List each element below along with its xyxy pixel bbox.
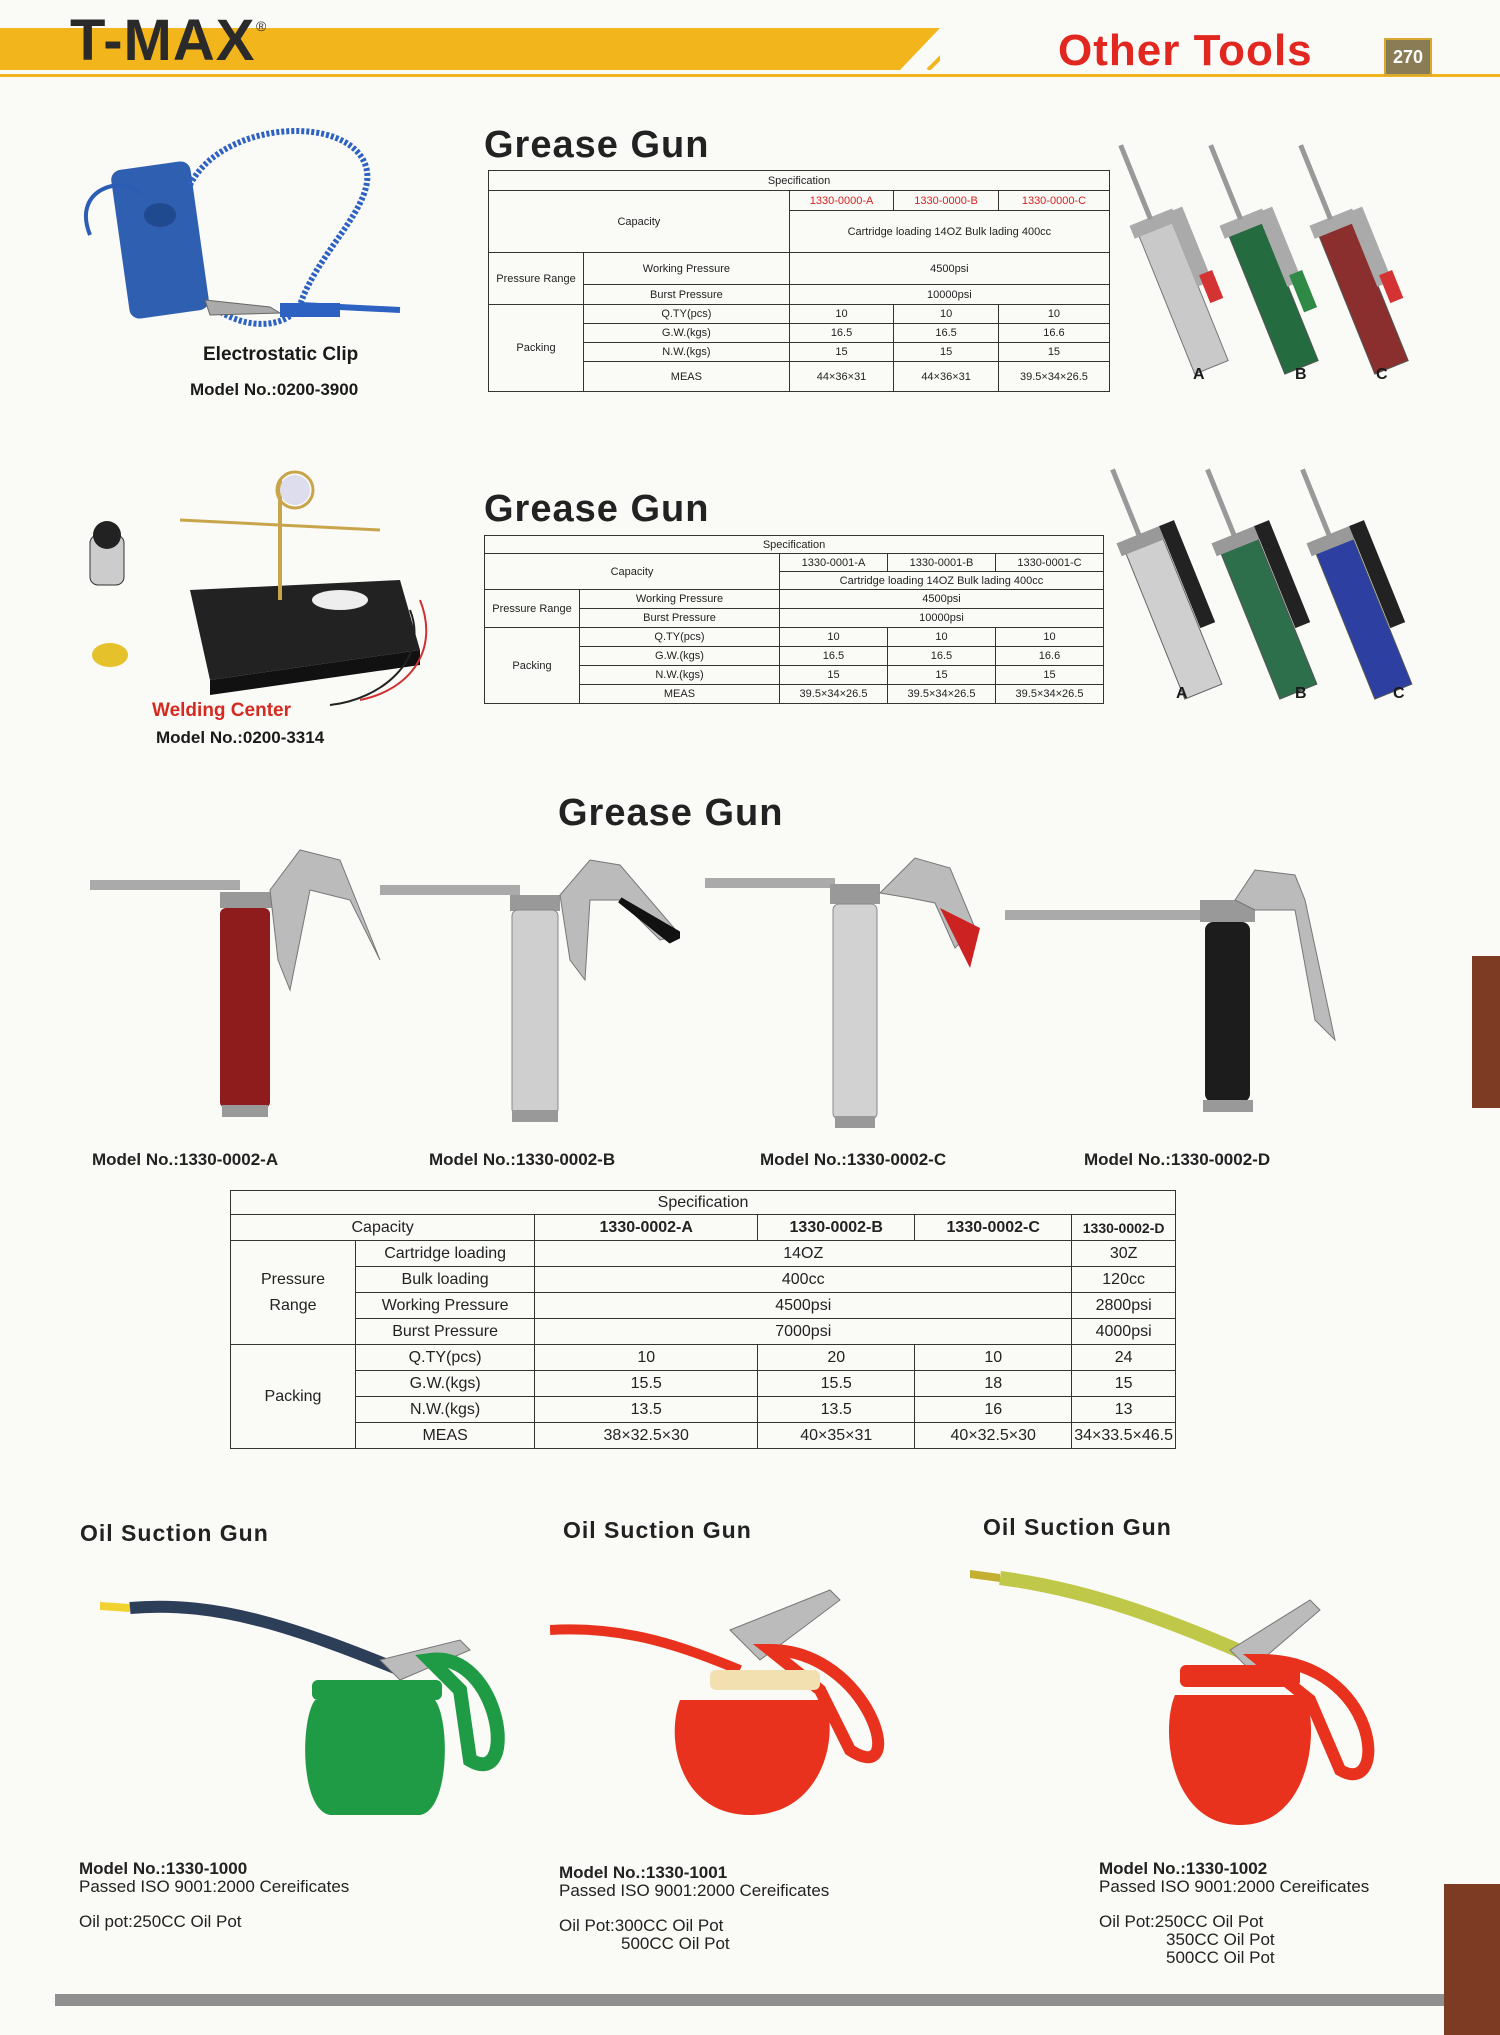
burst-pressure-label: Burst Pressure <box>580 609 780 628</box>
model-header: 1330-0001-C <box>995 554 1103 572</box>
model-header: 1330-0001-A <box>779 554 887 572</box>
grease-gun-3-model-label: Model No.:1330-0002-D <box>1084 1150 1271 1169</box>
model-header: 1330-0002-B <box>758 1215 915 1241</box>
oil-gun-model: Model No.:1330-1002 <box>1099 1859 1268 1878</box>
grease-gun-3-model-label: Model No.:1330-0002-C <box>760 1150 947 1169</box>
footer-corner-block <box>1444 1884 1500 2035</box>
packing-row-label: MEAS <box>584 362 790 392</box>
variant-letter: A <box>1176 685 1188 702</box>
packing-cell: 18 <box>915 1371 1072 1397</box>
oil-gun-2-info <box>559 1864 829 1953</box>
model-header: 1330-0000-C <box>998 191 1109 211</box>
grease-gun-1-image <box>1115 135 1455 405</box>
oil-gun-2-image <box>550 1570 920 1830</box>
packing-cell: 16.5 <box>779 647 887 666</box>
working-pressure-label: Working Pressure <box>580 590 780 609</box>
working-pressure-value: 4500psi <box>789 253 1109 285</box>
packing-row-label: Q.TY(pcs) <box>356 1345 535 1371</box>
packing-cell: 39.5×34×26.5 <box>779 685 887 704</box>
welding-center-caption: Welding Center <box>152 700 291 721</box>
packing-cell: 20 <box>758 1345 915 1371</box>
registered-mark: ® <box>256 18 267 34</box>
burst-pressure-label: Burst Pressure <box>584 285 790 305</box>
packing-cell: 15 <box>995 666 1103 685</box>
oil-gun-3-title: Oil Suction Gun <box>983 1514 1172 1540</box>
oil-gun-pot: 500CC Oil Pot <box>621 1934 730 1953</box>
working-pressure-label: Working Pressure <box>584 253 790 285</box>
working-pressure-value: 4500psi <box>779 590 1103 609</box>
footer-line <box>55 1994 1444 2006</box>
packing-cell: 15 <box>998 343 1109 362</box>
grease-gun-2-spec-table <box>484 535 1104 704</box>
packing-cell: 15 <box>779 666 887 685</box>
packing-cell: 39.5×34×26.5 <box>998 362 1109 392</box>
grease-gun-1-spec-table <box>488 170 1110 392</box>
capacity-label: Capacity <box>489 191 790 253</box>
packing-cell: 34×33.5×46.5 <box>1072 1423 1176 1449</box>
spec-label: Specification <box>485 536 1104 554</box>
oil-gun-pot: Oil pot:250CC Oil Pot <box>79 1912 242 1931</box>
pressure-cell: 7000psi <box>535 1319 1072 1345</box>
pressure-cell: 120cc <box>1072 1267 1176 1293</box>
electrostatic-clip-model: Model No.:0200-3900 <box>190 380 359 399</box>
packing-cell: 10 <box>995 628 1103 647</box>
packing-cell: 38×32.5×30 <box>535 1423 758 1449</box>
grease-gun-1-title: Grease Gun <box>484 124 710 166</box>
packing-cell: 15.5 <box>758 1371 915 1397</box>
oil-gun-3-info <box>1099 1860 1369 1967</box>
packing-cell: 16.6 <box>998 324 1109 343</box>
oil-gun-cert: Passed ISO 9001:2000 Cereificates <box>79 1877 350 1896</box>
model-header: 1330-0000-A <box>789 191 894 211</box>
grease-gun-3-spec-table <box>230 1190 1176 1449</box>
packing-cell: 44×36×31 <box>789 362 894 392</box>
oil-gun-1-title: Oil Suction Gun <box>80 1520 269 1546</box>
grease-gun-3-b-image <box>380 840 680 1140</box>
packing-cell: 15 <box>894 343 999 362</box>
brand-logo: T-MAX <box>70 8 256 73</box>
grease-gun-3-a-image <box>90 840 390 1140</box>
packing-row-label: G.W.(kgs) <box>584 324 790 343</box>
pressure-row-label: Working Pressure <box>356 1293 535 1319</box>
packing-cell: 10 <box>789 305 894 324</box>
oil-gun-model: Model No.:1330-1001 <box>559 1863 728 1882</box>
packing-cell: 40×32.5×30 <box>915 1423 1072 1449</box>
variant-letter: C <box>1376 366 1388 383</box>
packing-cell: 16.6 <box>995 647 1103 666</box>
pressure-range-label: Pressure Range <box>231 1241 356 1345</box>
side-tab <box>1472 956 1500 1108</box>
welding-center-model: Model No.:0200-3314 <box>156 728 325 747</box>
capacity-label: Capacity <box>485 554 780 590</box>
packing-cell: 10 <box>535 1345 758 1371</box>
packing-row-label: Q.TY(pcs) <box>584 305 790 324</box>
packing-cell: 15 <box>789 343 894 362</box>
oil-gun-2-title: Oil Suction Gun <box>563 1517 752 1543</box>
variant-letter: C <box>1393 685 1405 702</box>
packing-cell: 10 <box>894 305 999 324</box>
oil-gun-cert: Passed ISO 9001:2000 Cereificates <box>1099 1877 1370 1896</box>
packing-row-label: N.W.(kgs) <box>580 666 780 685</box>
pressure-row-label: Cartridge loading <box>356 1241 535 1267</box>
packing-cell: 15.5 <box>535 1371 758 1397</box>
grease-gun-3-d-image <box>1005 860 1365 1130</box>
variant-letter: A <box>1193 366 1205 383</box>
model-header: 1330-0001-B <box>887 554 995 572</box>
grease-gun-3-c-image <box>705 848 995 1148</box>
packing-row-label: N.W.(kgs) <box>356 1397 535 1423</box>
packing-cell: 10 <box>998 305 1109 324</box>
page-number: 270 <box>1384 38 1432 76</box>
pressure-cell: 400cc <box>535 1267 1072 1293</box>
oil-gun-pot: Oil Pot:300CC Oil Pot <box>559 1916 724 1935</box>
pressure-cell: 2800psi <box>1072 1293 1176 1319</box>
electrostatic-clip-image <box>70 125 420 340</box>
oil-gun-1-image <box>100 1590 520 1830</box>
oil-gun-3-image <box>970 1560 1410 1830</box>
pressure-range-label: Pressure Range <box>489 253 584 305</box>
packing-cell: 10 <box>779 628 887 647</box>
packing-cell: 44×36×31 <box>894 362 999 392</box>
pressure-cell: 30Z <box>1072 1241 1176 1267</box>
capacity-value: Cartridge loading 14OZ Bulk lading 400cc <box>779 572 1103 590</box>
packing-row-label: N.W.(kgs) <box>584 343 790 362</box>
packing-cell: 39.5×34×26.5 <box>995 685 1103 704</box>
packing-row-label: Q.TY(pcs) <box>580 628 780 647</box>
pressure-row-label: Bulk loading <box>356 1267 535 1293</box>
electrostatic-clip-caption: Electrostatic Clip <box>203 344 359 365</box>
packing-cell: 15 <box>1072 1371 1176 1397</box>
model-header: 1330-0000-B <box>894 191 999 211</box>
oil-gun-pot: 350CC Oil Pot <box>1166 1930 1275 1949</box>
packing-row-label: MEAS <box>356 1423 535 1449</box>
burst-pressure-value: 10000psi <box>789 285 1109 305</box>
packing-cell: 24 <box>1072 1345 1176 1371</box>
pressure-row-label: Burst Pressure <box>356 1319 535 1345</box>
packing-cell: 13.5 <box>758 1397 915 1423</box>
grease-gun-2-title: Grease Gun <box>484 488 710 530</box>
packing-cell: 16.5 <box>894 324 999 343</box>
model-header: 1330-0002-A <box>535 1215 758 1241</box>
pressure-cell: 4000psi <box>1072 1319 1176 1345</box>
packing-cell: 16.5 <box>789 324 894 343</box>
packing-cell: 40×35×31 <box>758 1423 915 1449</box>
packing-cell: 16 <box>915 1397 1072 1423</box>
oil-gun-model: Model No.:1330-1000 <box>79 1859 248 1878</box>
grease-gun-3-title: Grease Gun <box>558 792 784 834</box>
packing-row-label: MEAS <box>580 685 780 704</box>
model-header: 1330-0002-C <box>915 1215 1072 1241</box>
oil-gun-1-info <box>79 1860 349 1931</box>
spec-label: Specification <box>231 1191 1176 1215</box>
packing-cell: 16.5 <box>887 647 995 666</box>
packing-label: Packing <box>489 305 584 392</box>
grease-gun-3-model-label: Model No.:1330-0002-A <box>92 1150 279 1169</box>
section-title: Other Tools <box>1058 26 1313 75</box>
packing-cell: 13.5 <box>535 1397 758 1423</box>
packing-label: Packing <box>485 628 580 704</box>
packing-cell: 13 <box>1072 1397 1176 1423</box>
spec-label: Specification <box>489 171 1110 191</box>
burst-pressure-value: 10000psi <box>779 609 1103 628</box>
packing-row-label: G.W.(kgs) <box>580 647 780 666</box>
capacity-label: Capacity <box>231 1215 535 1241</box>
packing-row-label: G.W.(kgs) <box>356 1371 535 1397</box>
variant-letter: B <box>1295 685 1307 702</box>
capacity-value: Cartridge loading 14OZ Bulk lading 400cc <box>789 211 1109 253</box>
packing-label: Packing <box>231 1345 356 1449</box>
packing-cell: 39.5×34×26.5 <box>887 685 995 704</box>
packing-cell: 10 <box>887 628 995 647</box>
model-header: 1330-0002-D <box>1072 1215 1176 1241</box>
pressure-cell: 4500psi <box>535 1293 1072 1319</box>
oil-gun-pot: Oil Pot:250CC Oil Pot <box>1099 1912 1264 1931</box>
pressure-range-label: Pressure Range <box>485 590 580 628</box>
packing-cell: 10 <box>915 1345 1072 1371</box>
packing-cell: 15 <box>887 666 995 685</box>
oil-gun-pot: 500CC Oil Pot <box>1166 1948 1275 1967</box>
pressure-cell: 14OZ <box>535 1241 1072 1267</box>
variant-letter: B <box>1295 366 1307 383</box>
grease-gun-2-image <box>1105 460 1465 720</box>
welding-center-image <box>80 450 440 710</box>
grease-gun-3-model-label: Model No.:1330-0002-B <box>429 1150 616 1169</box>
oil-gun-cert: Passed ISO 9001:2000 Cereificates <box>559 1881 830 1900</box>
